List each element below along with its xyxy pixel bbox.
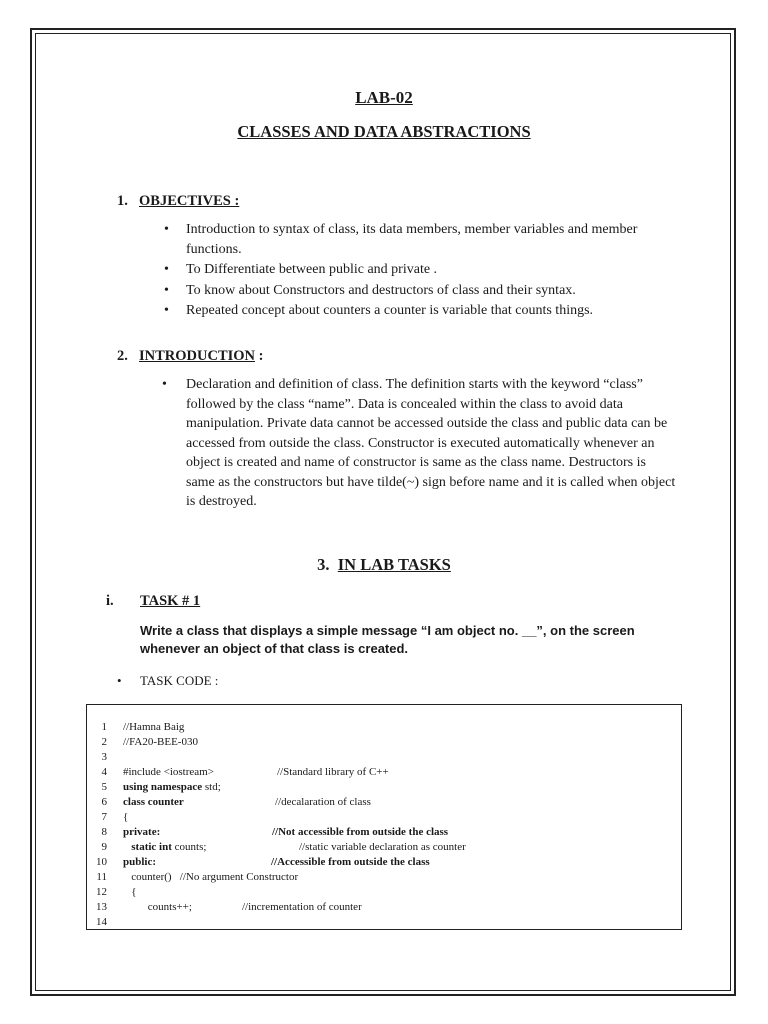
code-comment: //Accessible from outside the class	[271, 856, 430, 868]
code-rest: counter() //No argument Constructor	[131, 871, 299, 883]
code-indent	[123, 871, 131, 883]
line-number: 4	[101, 766, 107, 778]
code-keyword: private:	[123, 826, 161, 838]
code-text	[123, 735, 198, 750]
objectives-list	[162, 220, 662, 322]
line-number: 2	[101, 736, 107, 748]
code-indent	[123, 841, 131, 853]
code-text	[123, 810, 128, 825]
objectives-number: 1.	[117, 193, 128, 209]
bullet-icon: •	[117, 673, 122, 688]
code-rest: //FA20-BEE-030	[123, 736, 198, 748]
code-keyword: static int	[131, 841, 172, 853]
introduction-label: INTRODUCTION	[139, 348, 256, 364]
code-comment: //Not accessible from outside the class	[272, 826, 449, 838]
objective-item: • To know about Constructors and destructors of class and their syntax.	[162, 281, 662, 301]
objective-item: • Repeated concept about counters a counter is variable that counts things.	[162, 301, 662, 321]
code-text	[123, 720, 184, 735]
code-comment: //incrementation of counter	[242, 901, 362, 913]
introduction-colon: :	[255, 348, 264, 364]
introduction-number: 2.	[117, 348, 128, 364]
code-comment: //static variable declaration as counter	[299, 841, 466, 853]
line-number: 5	[101, 781, 107, 793]
code-text	[123, 795, 184, 810]
line-number: 9	[101, 841, 107, 853]
code-rest: std;	[202, 781, 221, 793]
code-rest: //Hamna Baig	[123, 721, 185, 733]
code-rest: {	[131, 886, 137, 898]
code-rest: {	[123, 811, 129, 823]
code-keyword: class counter	[123, 796, 184, 808]
objective-item: • To Differentiate between public and private .	[162, 260, 662, 280]
lab-tasks-number: 3.	[317, 555, 330, 574]
code-text	[123, 840, 206, 855]
task-code-label: TASK CODE :	[140, 673, 219, 688]
objective-item: • Introduction to syntax of class, its data members, member variables and member functions.	[162, 220, 662, 259]
code-text	[123, 900, 192, 915]
objectives-heading	[117, 193, 239, 210]
code-keyword: public:	[123, 856, 157, 868]
objectives-label: OBJECTIVES :	[139, 193, 240, 209]
code-comment: //Standard library of C++	[277, 766, 389, 778]
line-number: 12	[96, 886, 107, 898]
lab-tasks-label: IN LAB TASKS	[337, 555, 451, 574]
line-number: 1	[101, 721, 107, 733]
code-keyword: using namespace	[123, 781, 203, 793]
introduction-heading	[117, 348, 263, 365]
code-text	[123, 885, 137, 900]
task-heading: TASK # 1	[140, 593, 201, 609]
lab-tasks-heading	[0, 555, 768, 575]
code-comment: //decalaration of class	[275, 796, 371, 808]
line-number: 7	[101, 811, 107, 823]
task-description: Write a class that displays a simple message “I am object no. __”, on the screen whenever an object of that class is created.	[140, 623, 635, 656]
line-number: 10	[96, 856, 107, 868]
code-rest: counts;	[171, 841, 207, 853]
code-rest: #include <iostream>	[123, 766, 214, 778]
line-number: 14	[96, 916, 107, 928]
code-listing	[86, 704, 682, 930]
bullet-icon: •	[162, 377, 167, 392]
line-number: 13	[96, 901, 107, 913]
code-indent	[123, 886, 131, 898]
line-number: 3	[101, 751, 107, 763]
line-number: 11	[96, 871, 107, 883]
task-roman-numeral: i.	[106, 593, 114, 609]
code-text	[123, 870, 298, 885]
lab-number-title: LAB-02	[355, 88, 413, 107]
document-title: CLASSES AND DATA ABSTRACTIONS	[237, 122, 531, 141]
code-rest: counts++;	[147, 901, 192, 913]
code-text	[123, 855, 156, 870]
code-text	[123, 825, 160, 840]
introduction-paragraph: Declaration and definition of class. The definition starts with the keyword “class” followed by the class “name”. Data is concealed within the class to avoid data manipulation. Private data cannot be accessed outside the class and public data can be accessed from outside the class. Constructor is executed automatically whenever an object is created and name of constructor is same as the class name. Destructors is same as the constructors but have tilde(~) sign before name and it is called when object is destroyed.	[186, 377, 676, 509]
line-number: 6	[101, 796, 107, 808]
code-indent	[123, 901, 148, 913]
line-number: 8	[101, 826, 107, 838]
code-text	[123, 765, 214, 780]
code-text	[123, 780, 221, 795]
